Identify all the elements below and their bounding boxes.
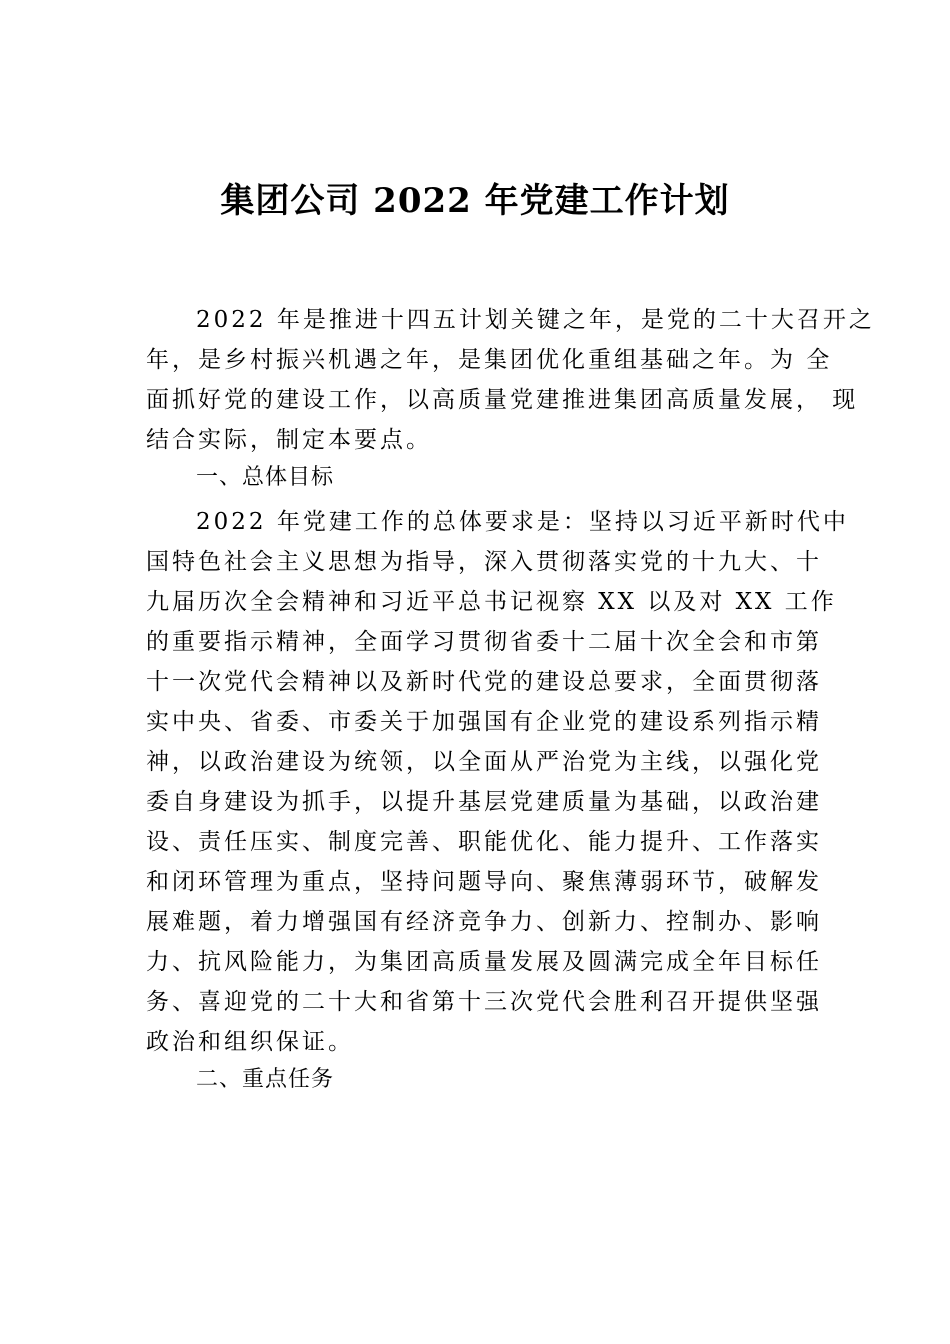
paragraph-line: 和闭环管理为重点，坚持问题导向、聚焦薄弱环节，破解发 [146,869,822,895]
paragraph-line: 2022 年党建工作的总体要求是：坚持以习近平新时代中 [196,509,849,535]
paragraph-line: 神，以政治建设为统领，以全面从严治党为主线，以强化党 [146,749,822,775]
intro-line: 年，是乡村振兴机遇之年，是集团优化重组基础之年。为 全 [146,347,833,373]
paragraph-line: 务、喜迎党的二十大和省第十三次党代会胜利召开提供坚强 [146,989,822,1015]
paragraph-line: 实中央、省委、市委关于加强国有企业党的建设系列指示精 [146,709,822,735]
document-title: 集团公司 2022 年党建工作计划 [220,181,730,221]
intro-line: 2022 年是推进十四五计划关键之年，是党的二十大召开之 [196,307,875,333]
section-heading-general-goal: 一、总体目标 [196,465,335,490]
paragraph-line: 九届历次全会精神和习近平总书记视察 XX 以及对 XX 工作 [146,589,837,615]
paragraph-line: 十一次党代会精神以及新时代党的建设总要求，全面贯彻落 [146,669,822,695]
intro-line: 面抓好党的建设工作，以高质量党建推进集团高质量发展， 现 [146,387,859,413]
section-heading-key-tasks: 二、重点任务 [196,1067,335,1092]
intro-line: 结合实际，制定本要点。 [146,427,432,453]
paragraph-line: 国特色社会主义思想为指导，深入贯彻落实党的十九大、十 [146,549,822,575]
paragraph-line: 展难题，着力增强国有经济竞争力、创新力、控制办、影响 [146,909,822,935]
paragraph-line: 的重要指示精神，全面学习贯彻省委十二届十次全会和市第 [146,629,822,655]
paragraph-line: 政治和组织保证。 [146,1029,354,1055]
paragraph-line: 委自身建设为抓手，以提升基层党建质量为基础，以政治建 [146,789,822,815]
paragraph-line: 设、责任压实、制度完善、职能优化、能力提升、工作落实 [146,829,822,855]
paragraph-line: 力、抗风险能力，为集团高质量发展及圆满完成全年目标任 [146,949,822,975]
